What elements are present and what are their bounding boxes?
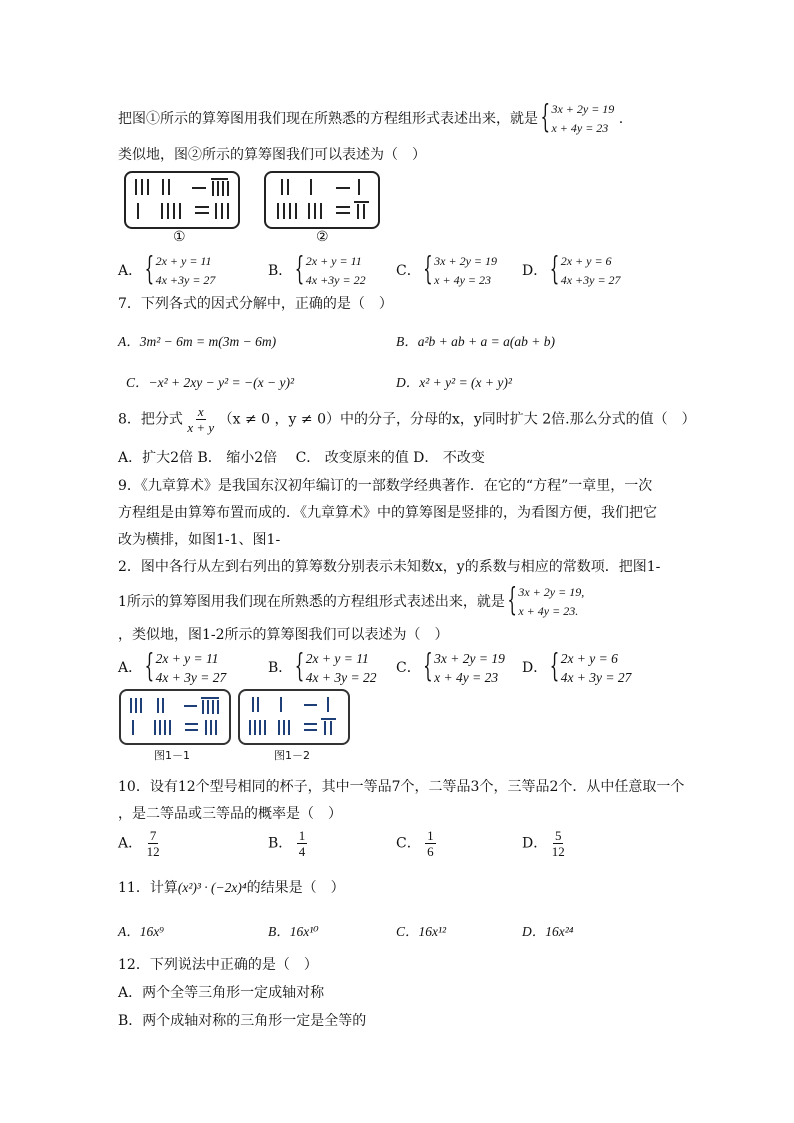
q11-option-a: A．16x⁹ xyxy=(118,924,164,939)
intro-option-a: A． { 2x + y = 11 4x +3y = 27 xyxy=(118,252,215,290)
q8-fraction: $\frac{x}{x + y}$ xyxy=(187,404,215,435)
intro-option-b: B． { 2x + y = 11 4x +3y = 22 xyxy=(268,252,366,290)
q11-option-c: C．16x¹² xyxy=(396,924,447,939)
q9-option-b: B． { 2x + y = 11 4x + 3y = 22 xyxy=(268,649,376,687)
counting-rod-figure-1-2 xyxy=(238,689,350,745)
q10-option-b: B． $\frac{1}{4}$ xyxy=(268,828,306,859)
q9-option-a: A． { 2x + y = 11 4x + 3y = 27 xyxy=(118,649,226,687)
counting-rod-figure-2 xyxy=(264,171,380,229)
q9-option-d: D． { 2x + y = 6 4x + 3y = 27 xyxy=(522,649,631,687)
q10-line1: 10．设有12个型号相同的杯子，其中一等品7个，二等品3个，三等品2个．从中任意取一个 xyxy=(118,779,685,795)
q9-line4: 2．图中各行从左到右列出的算筹数分别表示未知数x，y的系数与相应的常数项．把图1- xyxy=(118,559,661,575)
q11-stem: 11．计算(x²)³ · (−2x)⁴的结果是（ ） xyxy=(118,880,345,896)
q7-option-b: B．a²b + ab + a = a(ab + b) xyxy=(396,334,555,349)
q7-stem: 7．下列各式的因式分解中，正确的是（ ） xyxy=(118,296,393,312)
q7-option-d: D．x² + y² = (x + y)² xyxy=(396,375,512,390)
figure-1-label: ① xyxy=(173,229,186,245)
q10-option-a: A． $\frac{7}{12}$ xyxy=(118,828,160,859)
q9-line3: 改为横排，如图1-1、图1- xyxy=(118,532,281,548)
q10-option-c: C． $\frac{1}{6}$ xyxy=(396,828,434,859)
q11-expression: (x²)³ · (−2x)⁴ xyxy=(177,880,247,895)
q8-options: A．扩大2倍 B． 缩小2倍 C． 改变原来的值 D． 不改变 xyxy=(118,450,485,466)
intro-line2: 类似地，图②所示的算筹图我们可以表述为（ ） xyxy=(118,147,426,163)
q11-option-d: D．16x²⁴ xyxy=(522,924,574,939)
q11-option-b: B．16x¹⁰ xyxy=(268,924,319,939)
q7-option-c: C．−x² + 2xy − y² = −(x − y)² xyxy=(126,375,294,390)
intro-option-c: C． { 3x + 2y = 19 x + 4y = 23 xyxy=(396,252,497,290)
q10-line2: ，是二等品或三等品的概率是（ ） xyxy=(118,806,342,822)
q9-line1: 9．《九章算术》是我国东汉初年编订的一部数学经典著作．在它的“方程”一章里，一次 xyxy=(118,478,653,494)
figure-1-2-label: 图1－2 xyxy=(274,749,310,762)
intro-line1: 把图①所示的算筹图用我们现在所熟悉的方程组形式表述出来，就是 { 3x + 2y = 19 x + 4y = 23 . xyxy=(118,100,623,138)
q8-stem: 8．把分式 $\frac{x}{x + y}$ （x ≠ 0 ，y ≠ 0）中的分子，分母的x，y同时扩大 2倍.那么分式的值（ ） xyxy=(118,404,696,435)
q9-line6: ，类似地，图1-2所示的算筹图我们可以表述为（ ） xyxy=(118,627,449,643)
counting-rod-figure-1-1 xyxy=(119,689,231,745)
q12-stem: 12．下列说法中正确的是（ ） xyxy=(118,957,318,973)
q12-option-b: B．两个成轴对称的三角形一定是全等的 xyxy=(118,1013,367,1029)
q9-line2: 方程组是由算筹布置而成的．《九章算术》中的算筹图是竖排的，为看图方便，我们把它 xyxy=(118,505,657,521)
q12-option-a: A．两个全等三角形一定成轴对称 xyxy=(118,985,325,1001)
q9-equation-system: { 3x + 2y = 19, x + 4y = 23. xyxy=(509,583,584,621)
intro-option-d: D． { 2x + y = 6 4x +3y = 27 xyxy=(522,252,621,290)
counting-rod-figure-1 xyxy=(124,171,240,229)
q10-option-d: D． $\frac{5}{12}$ xyxy=(522,828,565,859)
figure-1-1-label: 图1－1 xyxy=(154,749,190,762)
q9-line5: 1所示的算筹图用我们现在所熟悉的方程组形式表述出来，就是 { 3x + 2y = 19, x + 4y = 23. xyxy=(118,583,584,621)
figure-2-label: ② xyxy=(316,229,329,245)
q9-option-c: C． { 3x + 2y = 19 x + 4y = 23 xyxy=(396,649,505,687)
q7-option-a: A．3m² − 6m = m(3m − 6m) xyxy=(118,334,277,349)
intro-equation-system: { 3x + 2y = 19 x + 4y = 23 xyxy=(542,100,614,138)
intro-line1-text: 把图①所示的算筹图用我们现在所熟悉的方程组形式表述出来，就是 xyxy=(118,111,538,127)
